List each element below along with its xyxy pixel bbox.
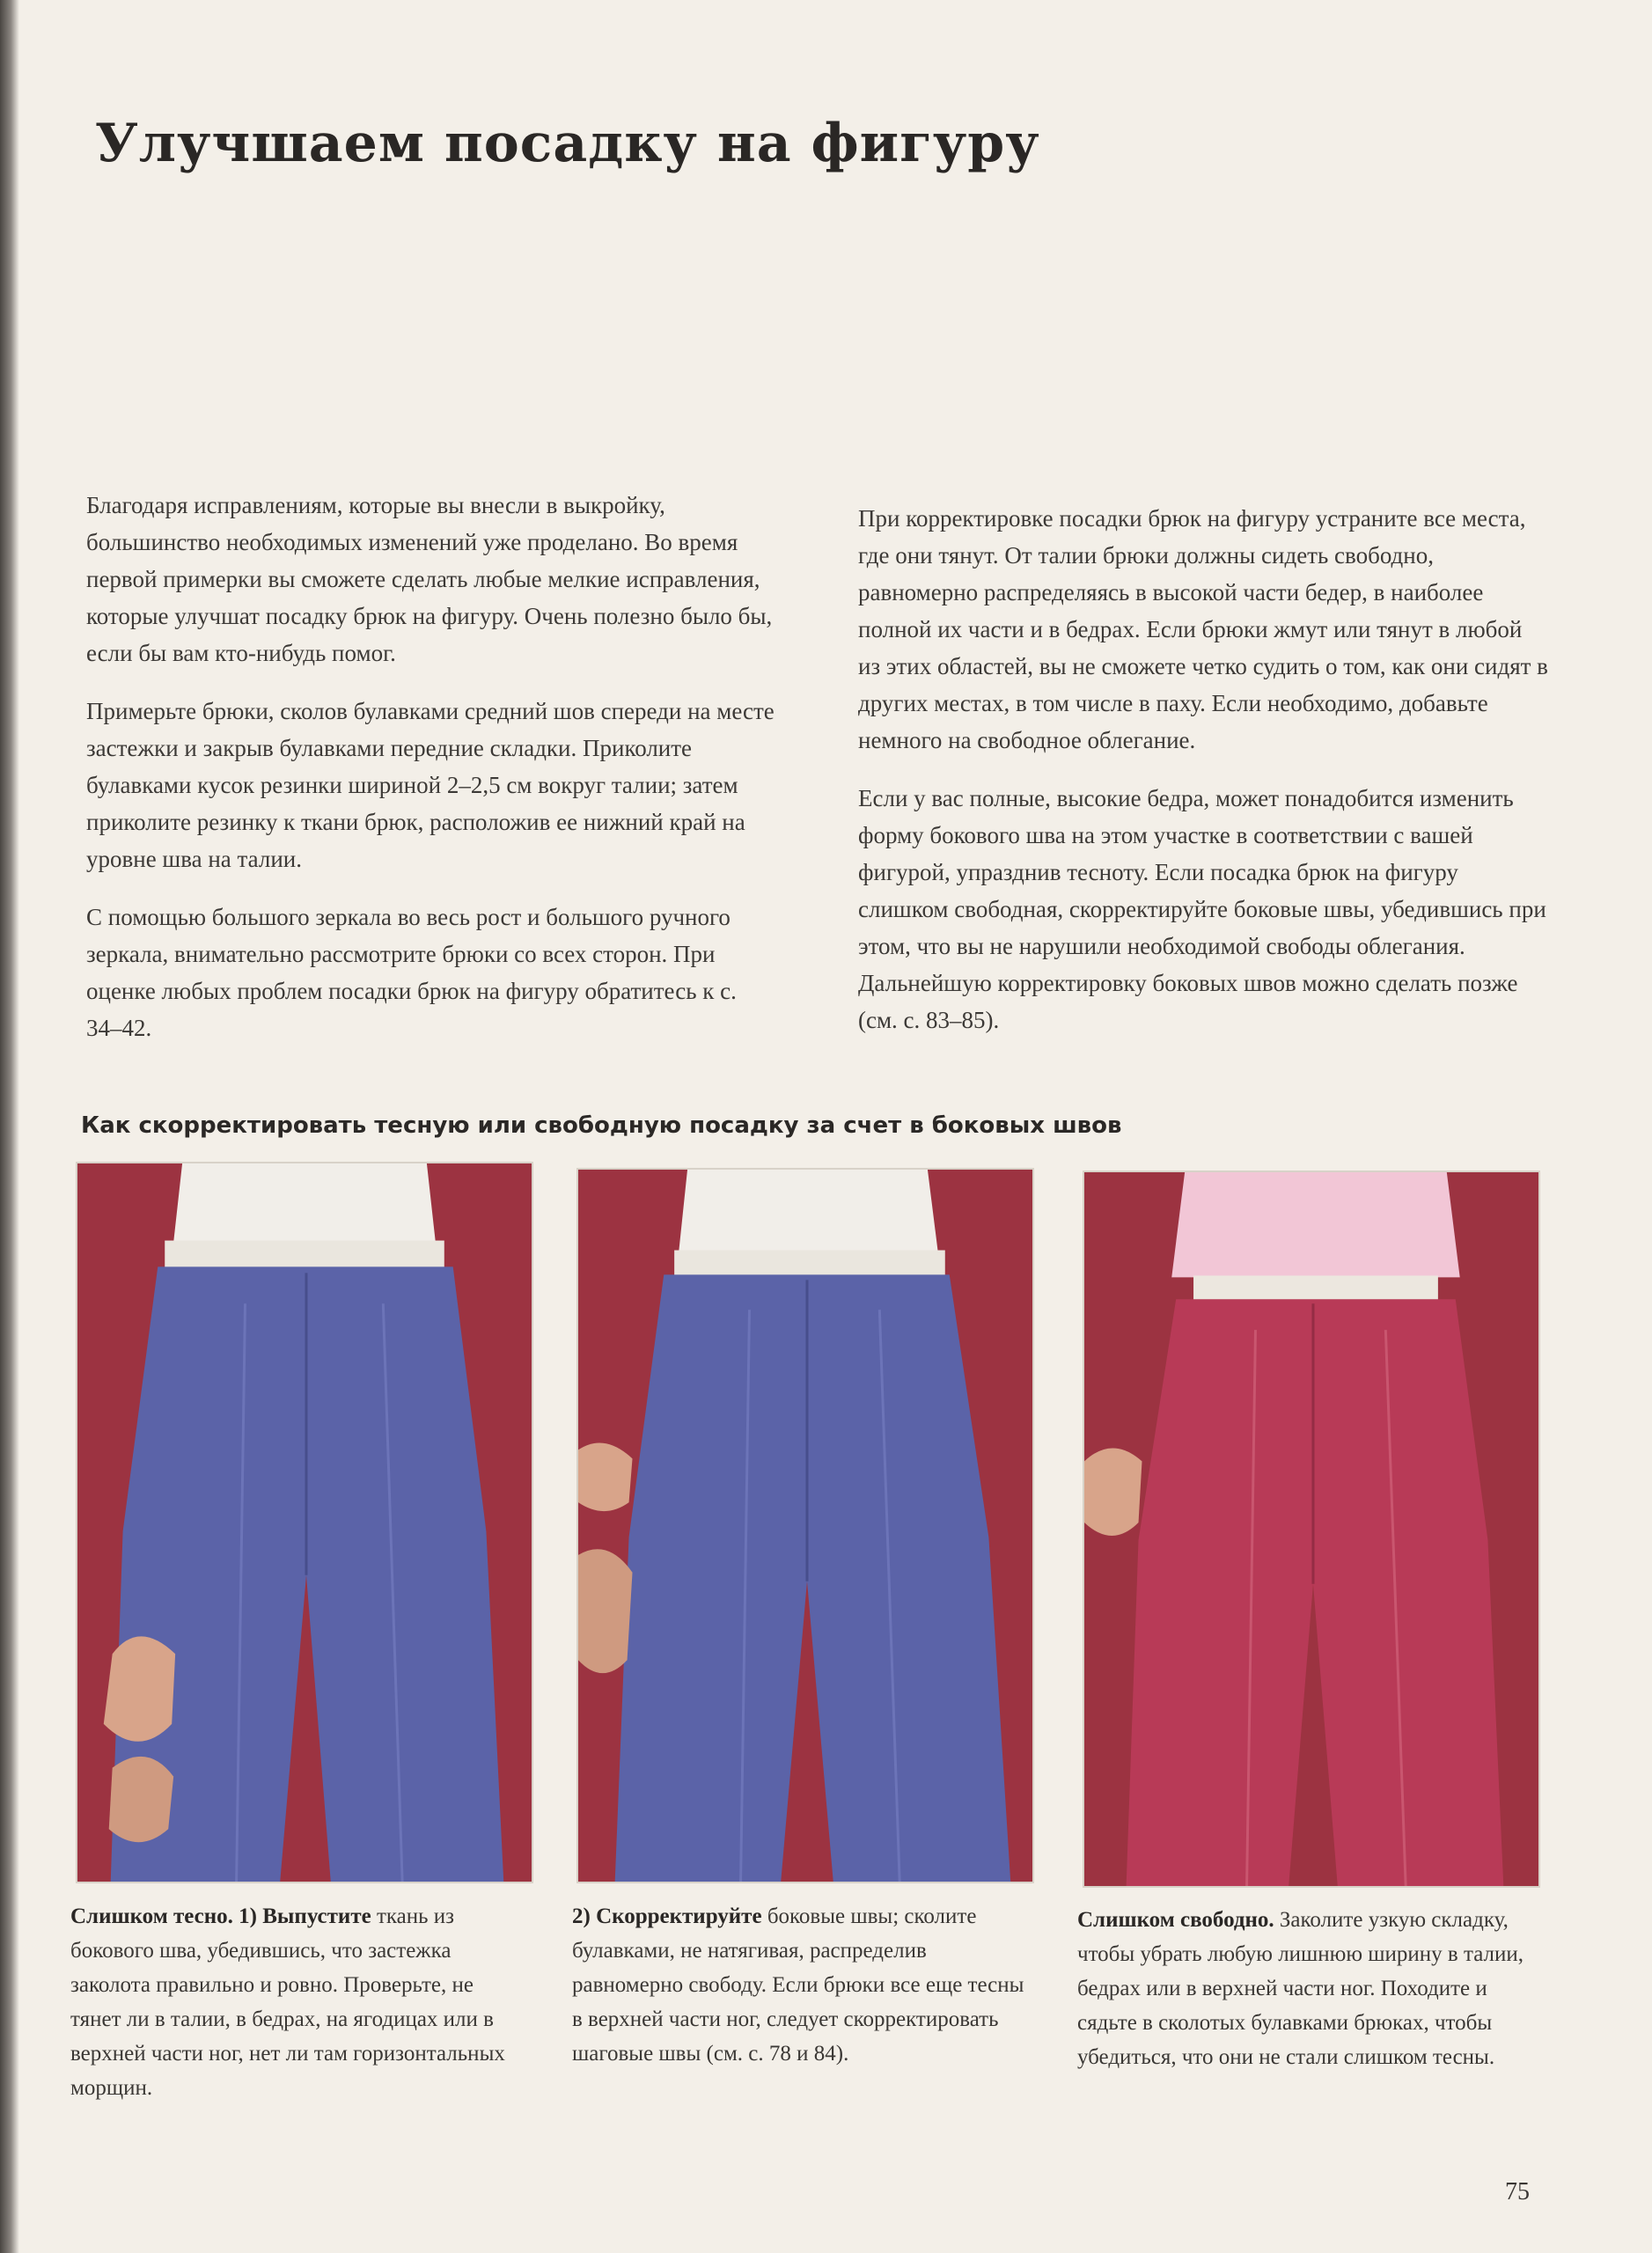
intro-paragraph: При корректировке посадки брюк на фигуру устраните все места, где они тянут. От талии брюки должны сидеть свободно, равномерно распределяясь в высокой части бедер, в наиболее полной их части и в бедрах. Если брюки жмут или тянут в любой из этих областей, вы не сможете четко судить о том, как они сидят в других местах, в том числе в паху. Если необходимо, добавьте немного на свободное облегание. [858,505,1548,753]
photo-loose-fit [1083,1171,1540,1888]
caption-text: боковые швы; сколите булавками, не натягивая, распределив равномерно свободу. Если брюки все еще тесны в верхней части ног, следует скорректировать шаговые швы (см. с. 78 и 84). [572,1904,1024,2066]
photo-caption [1077,1903,1535,2074]
photo-caption [572,1899,1030,2071]
intro-paragraph: С помощью большого зеркала во весь рост и большого ручного зеркала, внимательно рассмотрите брюки со всех сторон. При оценке любых проблем посадки брюк на фигуру обратитесь к с. 34–42. [86,904,737,1041]
intro-paragraph: Если у вас полные, высокие бедра, может понадобится изменить форму бокового шва на этом участке в соответствии с вашей фигурой, упразднив тесноту. Если посадка брюк на фигуру слишком свободная, скорректируйте боковые швы, убедившись при этом, что вы не нарушили необходимой свободы облегания. Дальнейшую корректировку боковых швов можно сделать позже (см. с. 83–85). [858,785,1546,1033]
caption-lead: 2) Скорректируйте [572,1904,762,1928]
caption-text: ткань из бокового шва, убедившись, что застежка заколота правильно и ровно. Проверьте, не тянет ли в талии, в бедрах, на ягодицах или в верхней части ног, нет ли там горизонтальных морщин. [70,1904,505,2100]
intro-paragraph: Примерьте брюки, сколов булавками средний шов спереди на месте застежки и закрыв булавками передние складки. Приколите булавками кусок резинки шириной 2–2,5 см вокруг талии; затем приколите резинку к ткани брюк, расположив ее нижний край на уровне шва на талии. [86,698,775,872]
caption-lead: Слишком свободно. [1077,1908,1274,1932]
trousers-illustration [1084,1172,1538,1886]
photo-tight-fit [76,1162,533,1883]
trousers-illustration [578,1170,1032,1882]
caption-lead: Слишком тесно. 1) Выпустите [70,1904,371,1928]
page-title: Улучшаем посадку на фигуру [95,113,1040,175]
caption-text: Заколите узкую складку, чтобы убрать любую лишнюю ширину в талии, бедрах или в верхней части ног. Походите и сядьте в сколотых булавками брюках, чтобы убедиться, что они не стали слишком тесны. [1077,1908,1524,2069]
intro-column-left [86,487,777,1068]
page-number: 75 [1505,2178,1530,2205]
intro-paragraph: Благодаря исправлениям, которые вы внесли в выкройку, большинство необходимых изменений уже проделано. Во время первой примерки вы сможете сделать любые мелкие исправления, которые улучшат посадку брюк на фигуру. Очень полезно было бы, если бы вам кто-нибудь помог. [86,492,773,666]
photo-caption [70,1899,528,2105]
book-binding-shadow [0,0,19,2253]
section-heading: Как скорректировать тесную или свободную посадку за счет в боковых швов [81,1112,1122,1139]
trousers-illustration [77,1163,532,1882]
photo-adjusted-fit [576,1168,1034,1883]
intro-column-right [858,500,1549,1060]
